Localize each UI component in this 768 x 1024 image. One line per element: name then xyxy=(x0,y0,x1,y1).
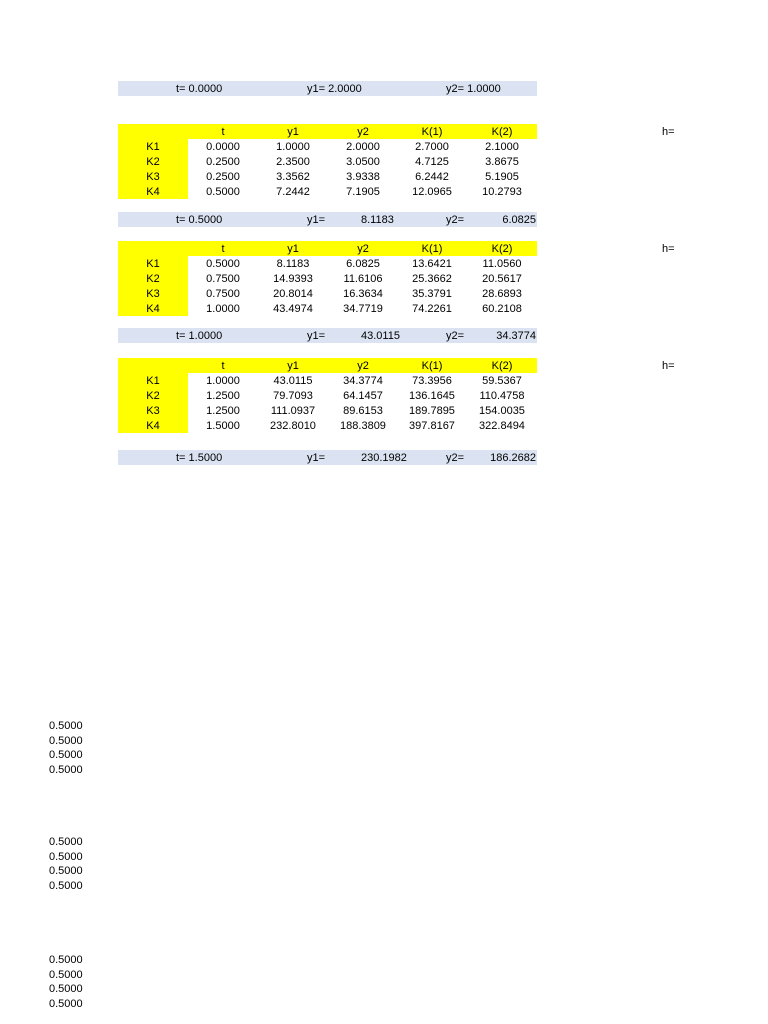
result-y1: 8.1183 xyxy=(361,214,394,226)
table-cell: 2.3500 xyxy=(276,156,310,168)
table-cell: 1.0000 xyxy=(276,141,310,153)
table-cell: 154.0035 xyxy=(479,405,525,417)
column-header: K(2) xyxy=(491,126,513,138)
table-cell: 34.7719 xyxy=(343,303,383,315)
table-cell: 0.0000 xyxy=(206,141,240,153)
result-y1-label: y1= xyxy=(307,214,326,226)
table-cell: 232.8010 xyxy=(270,420,316,432)
column-header: K(1) xyxy=(421,126,443,138)
table-cell: 1.0000 xyxy=(206,375,240,387)
table-cell: 7.1905 xyxy=(346,186,380,198)
table-cell: 0.7500 xyxy=(206,288,240,300)
table-cell: 13.6421 xyxy=(412,258,452,270)
table-cell: 3.9338 xyxy=(346,171,380,183)
table-cell: 110.4758 xyxy=(479,390,525,402)
table-cell: 59.5367 xyxy=(482,375,522,387)
k-label: K3 xyxy=(146,288,160,300)
k-label: K3 xyxy=(146,405,160,417)
table-cell: 111.0937 xyxy=(270,405,316,417)
column-header: y2 xyxy=(357,126,369,138)
result-bar xyxy=(118,328,537,343)
h-label: h= xyxy=(662,126,675,138)
table-cell: 0.7500 xyxy=(206,273,240,285)
table-cell: 0.5000 xyxy=(206,186,240,198)
h-value: 0.5000 xyxy=(49,850,83,863)
k-label: K3 xyxy=(146,171,160,183)
result-bar xyxy=(118,212,537,227)
table-cell: 1.0000 xyxy=(206,303,240,315)
table-cell: 0.2500 xyxy=(206,171,240,183)
h-value: 0.5000 xyxy=(49,997,83,1010)
table-cell: 397.8167 xyxy=(409,420,455,432)
initial-t: t= 0.0000 xyxy=(176,83,223,95)
table-cell: 73.3956 xyxy=(412,375,452,387)
table-cell: 64.1457 xyxy=(343,390,383,402)
k-label: K2 xyxy=(146,273,160,285)
result-t: t= 0.5000 xyxy=(176,214,223,226)
result-y2-label: y2= xyxy=(446,214,465,226)
table-cell: 20.5617 xyxy=(482,273,522,285)
table-cell: 8.1183 xyxy=(276,258,310,270)
result-y1: 43.0115 xyxy=(361,330,400,342)
result-t: t= 1.0000 xyxy=(176,330,223,342)
initial-state-bar xyxy=(118,81,537,96)
h-label: h= xyxy=(662,243,675,255)
table-cell: 2.7000 xyxy=(415,141,449,153)
initial-y2: y2= 1.0000 xyxy=(446,83,501,95)
column-header: y1 xyxy=(287,126,299,138)
table-cell: 89.6153 xyxy=(343,405,383,417)
column-header: K(2) xyxy=(491,243,513,255)
table-cell: 79.7093 xyxy=(273,390,313,402)
table-cell: 74.2261 xyxy=(412,303,452,315)
table-cell: 1.5000 xyxy=(206,420,240,432)
table-cell: 20.8014 xyxy=(273,288,313,300)
h-value: 0.5000 xyxy=(49,734,83,747)
result-y2-label: y2= xyxy=(446,452,465,464)
column-header: y1 xyxy=(287,243,299,255)
table-cell: 12.0965 xyxy=(412,186,452,198)
table-cell: 3.3562 xyxy=(276,171,310,183)
table-cell: 7.2442 xyxy=(276,186,310,198)
column-header: K(1) xyxy=(421,243,443,255)
table-cell: 43.0115 xyxy=(273,375,313,387)
k-label: K4 xyxy=(146,303,160,315)
column-header: y2 xyxy=(357,360,369,372)
table-cell: 6.0825 xyxy=(346,258,380,270)
h-value: 0.5000 xyxy=(49,720,83,732)
table-cell: 3.0500 xyxy=(346,156,380,168)
table-cell: 188.3809 xyxy=(340,420,386,432)
table-cell: 35.3791 xyxy=(412,288,452,300)
k-label: K1 xyxy=(146,375,160,387)
table-cell: 136.1645 xyxy=(409,390,455,402)
k-label: K2 xyxy=(146,156,160,168)
column-header: t xyxy=(221,360,225,372)
table-cell: 28.6893 xyxy=(482,288,522,300)
h-value: 0.5000 xyxy=(49,879,83,892)
column-header: K(1) xyxy=(421,360,443,372)
column-header: y2 xyxy=(357,243,369,255)
initial-y1: y1= 2.0000 xyxy=(307,83,362,95)
result-t: t= 1.5000 xyxy=(176,452,223,464)
table-cell: 60.2108 xyxy=(482,303,522,315)
table-cell: 0.5000 xyxy=(206,258,240,270)
h-value: 0.5000 xyxy=(49,763,83,776)
table-cell: 1.2500 xyxy=(206,390,240,402)
h-value: 0.5000 xyxy=(49,968,83,981)
table-cell: 2.1000 xyxy=(485,141,519,153)
table-cell: 2.0000 xyxy=(346,141,380,153)
result-y2: 34.3774 xyxy=(496,330,536,342)
table-cell: 10.2793 xyxy=(482,186,522,198)
k-label: K2 xyxy=(146,390,160,402)
column-header: t xyxy=(221,243,225,255)
table-cell: 11.0560 xyxy=(482,258,522,270)
k-label: K1 xyxy=(146,141,160,153)
table-cell: 322.8494 xyxy=(479,420,525,432)
k-label: K4 xyxy=(146,420,160,432)
table-cell: 1.2500 xyxy=(206,405,240,417)
h-value: 0.5000 xyxy=(49,836,83,848)
result-bar xyxy=(118,450,537,465)
table-cell: 14.9393 xyxy=(273,273,313,285)
h-value: 0.5000 xyxy=(49,954,83,966)
table-cell: 43.4974 xyxy=(273,303,313,315)
result-y2-label: y2= xyxy=(446,330,465,342)
k-label: K4 xyxy=(146,186,160,198)
table-cell: 34.3774 xyxy=(343,375,383,387)
result-y2: 6.0825 xyxy=(502,214,536,226)
table-cell: 0.2500 xyxy=(206,156,240,168)
result-y2: 186.2682 xyxy=(490,452,536,464)
table-cell: 16.3634 xyxy=(343,288,383,300)
h-value: 0.5000 xyxy=(49,865,83,878)
k-label: K1 xyxy=(146,258,160,270)
table-cell: 189.7895 xyxy=(409,405,455,417)
table-cell: 6.2442 xyxy=(415,171,449,183)
table-cell: 25.3662 xyxy=(412,273,452,285)
table-cell: 5.1905 xyxy=(485,171,519,183)
h-value: 0.5000 xyxy=(49,749,83,762)
table-cell: 4.7125 xyxy=(415,156,449,168)
table-cell: 3.8675 xyxy=(485,156,519,168)
h-label: h= xyxy=(662,360,675,372)
column-header: y1 xyxy=(287,360,299,372)
column-header: t xyxy=(221,126,225,138)
result-y1-label: y1= xyxy=(307,330,326,342)
h-value: 0.5000 xyxy=(49,983,83,996)
table-cell: 11.6106 xyxy=(343,273,383,285)
result-y1: 230.1982 xyxy=(361,452,407,464)
column-header: K(2) xyxy=(491,360,513,372)
result-y1-label: y1= xyxy=(307,452,326,464)
